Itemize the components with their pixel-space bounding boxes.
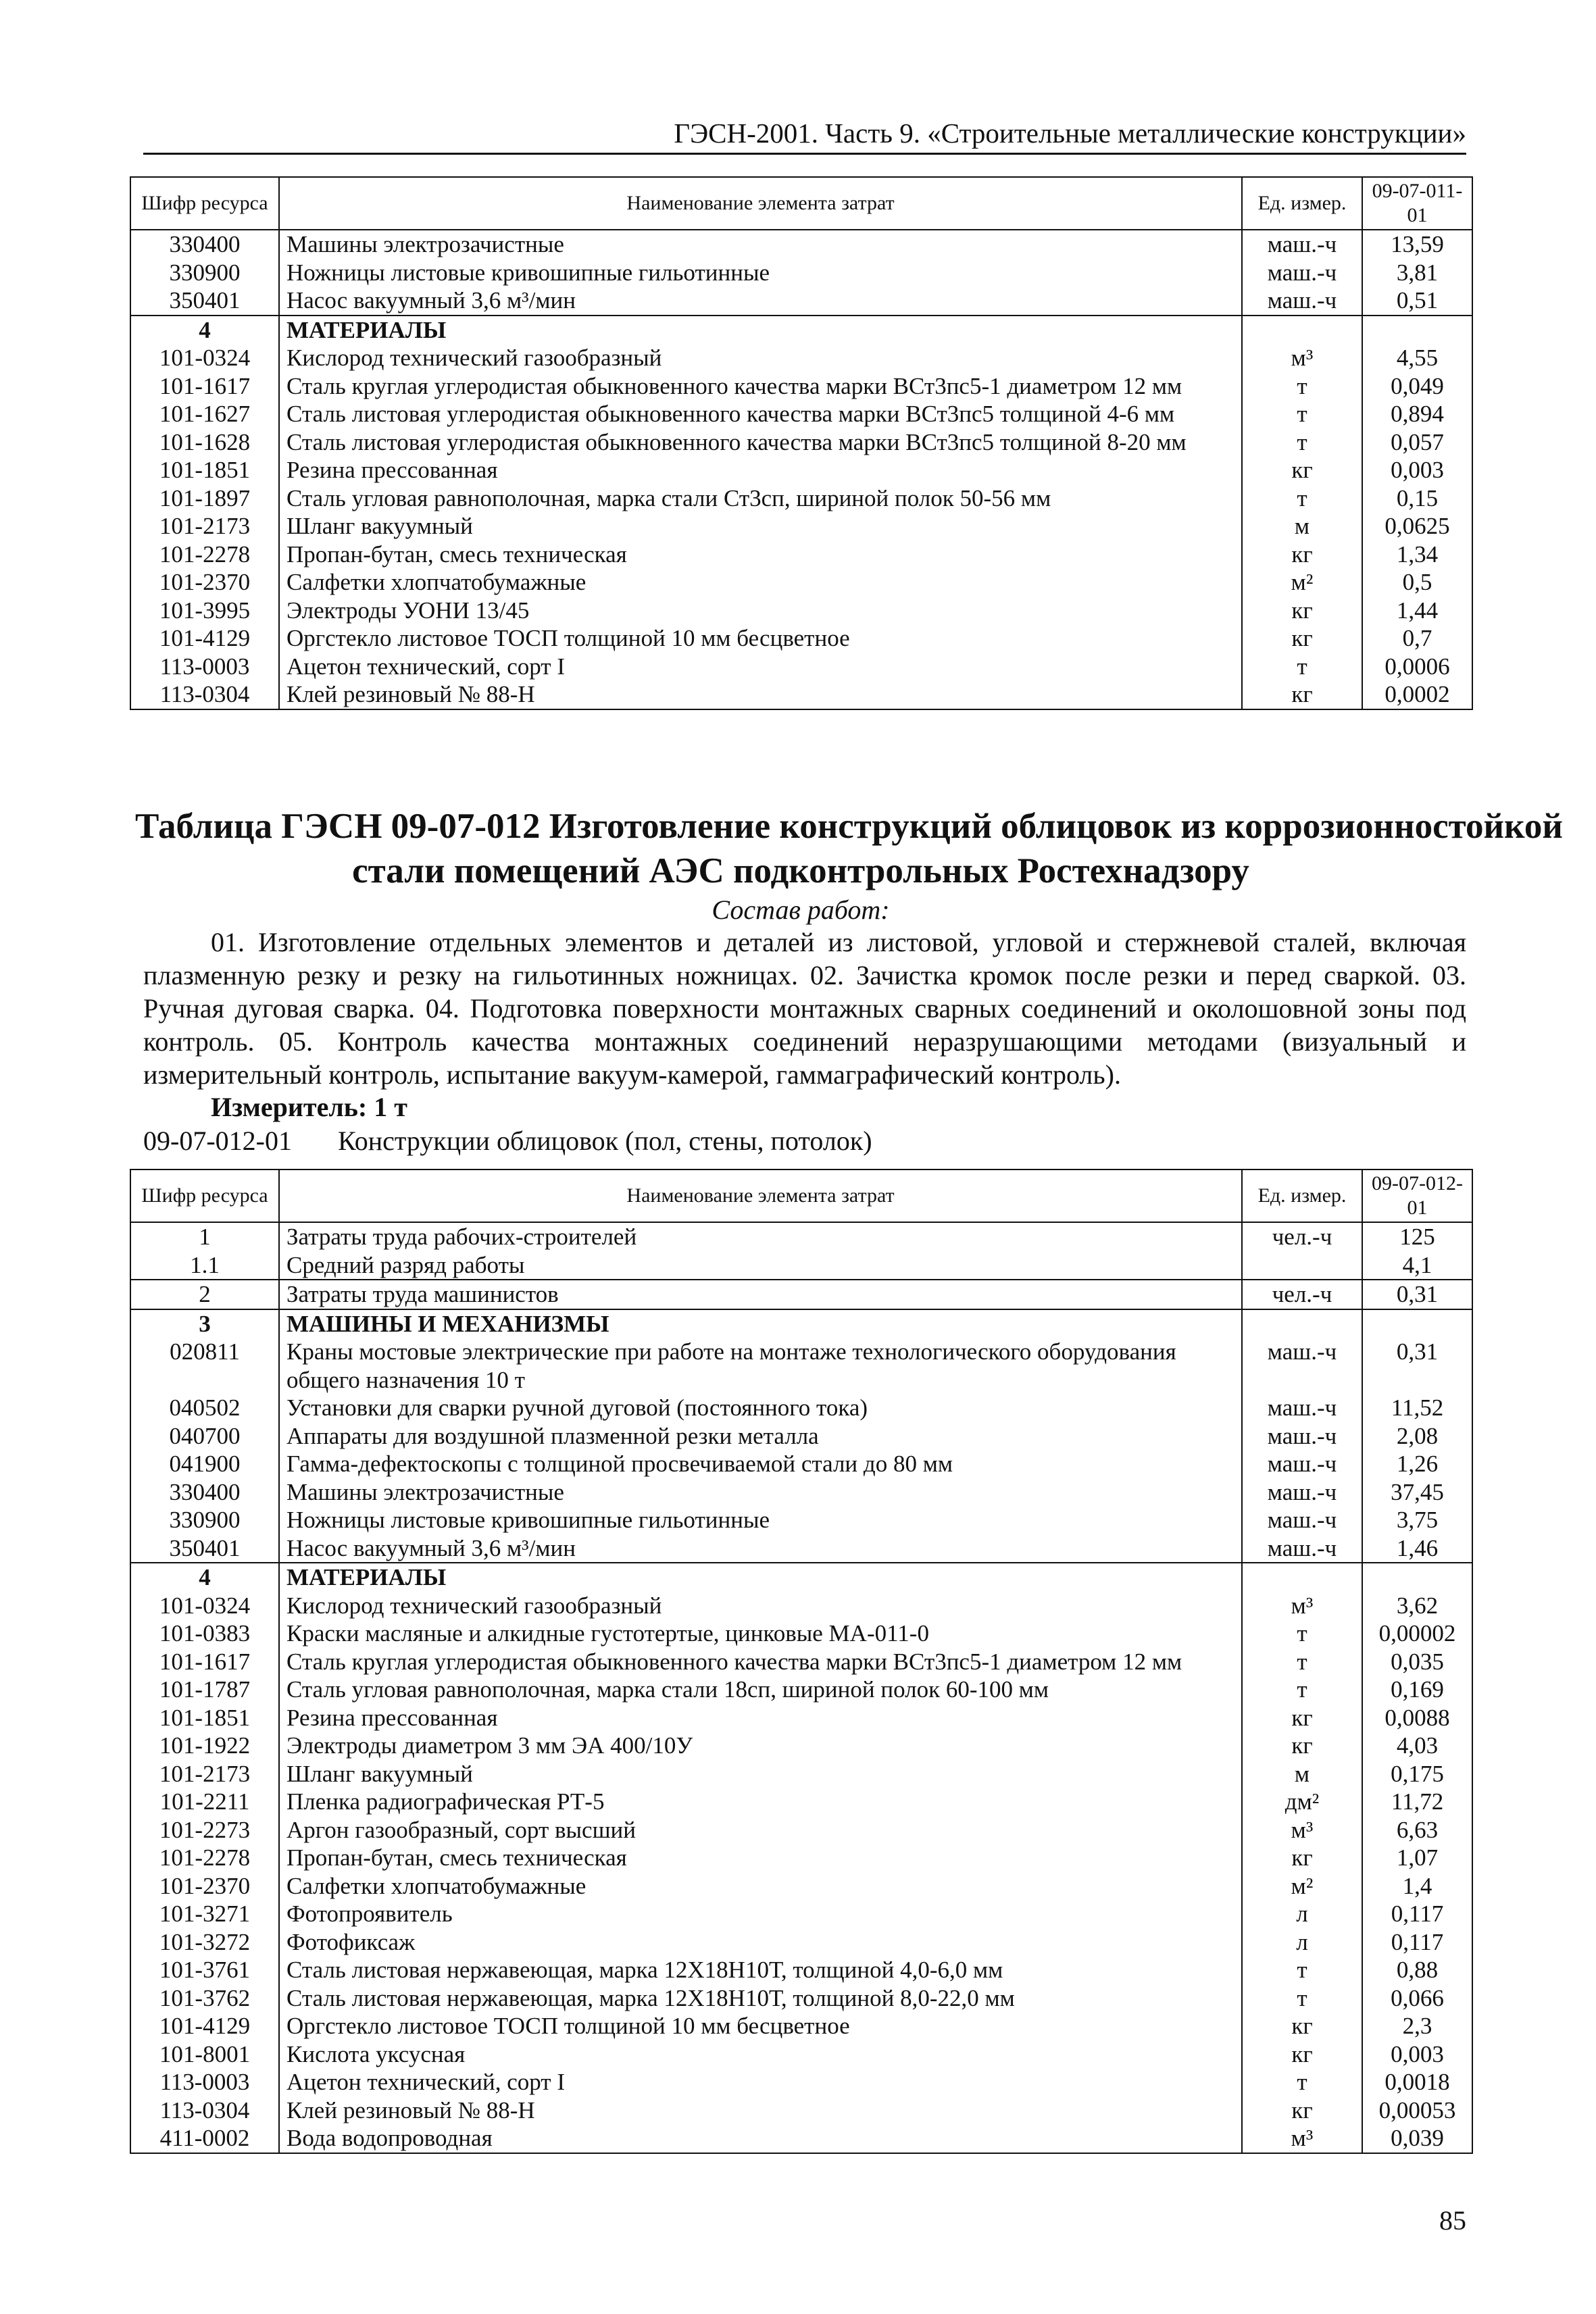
cell-unit: т — [1242, 1648, 1362, 1676]
col-header-name: Наименование элемента затрат — [279, 177, 1242, 230]
cell-code: 101-1627 — [130, 400, 279, 428]
table-row — [130, 2012, 1472, 2040]
norm-line — [143, 1124, 872, 1158]
cell-code: 101-2278 — [130, 540, 279, 569]
section-row — [130, 1563, 1472, 1592]
cell-name: Насос вакуумный 3,6 м³/мин — [279, 1534, 1242, 1563]
cell-code: 101-2278 — [130, 1844, 279, 1872]
cell-name: Клей резиновый № 88-Н — [279, 680, 1242, 709]
section-row — [130, 1309, 1472, 1338]
cell-value: 0,169 — [1362, 1676, 1472, 1704]
cell-name: Оргстекло листовое ТОСП толщиной 10 мм бесцветное — [279, 2012, 1242, 2040]
cell-unit: кг — [1242, 1704, 1362, 1732]
running-header: ГЭСН-2001. Часть 9. «Строительные металлические конструкции» — [674, 118, 1466, 149]
cell-value: 1,34 — [1362, 540, 1472, 569]
cell-value: 0,057 — [1362, 428, 1472, 457]
cell-name: Ножницы листовые кривошипные гильотинные — [279, 1506, 1242, 1534]
cell-unit: т — [1242, 653, 1362, 681]
table-row — [130, 1422, 1472, 1451]
table-row — [130, 1872, 1472, 1901]
cell-value: 1,46 — [1362, 1534, 1472, 1563]
table-row — [130, 1984, 1472, 2013]
cell-code: 101-3271 — [130, 1900, 279, 1928]
cell-name: Пропан-бутан, смесь техническая — [279, 1844, 1242, 1872]
cell-value — [1362, 316, 1472, 345]
table-row — [130, 1592, 1472, 1620]
cell-unit: т — [1242, 372, 1362, 401]
cell-unit: т — [1242, 400, 1362, 428]
cell-code: 1 — [130, 1222, 279, 1251]
cell-name: Сталь угловая равнополочная, марка стали Ст3сп, шириной полок 50-56 мм — [279, 484, 1242, 513]
works-heading: Состав работ: — [712, 895, 890, 925]
cell-value — [1362, 1563, 1472, 1592]
cell-code: 101-1628 — [130, 428, 279, 457]
table-row — [130, 1732, 1472, 1760]
cell-code: 113-0304 — [130, 2096, 279, 2125]
cell-value: 0,15 — [1362, 484, 1472, 513]
cell-unit: т — [1242, 1676, 1362, 1704]
cell-code: 101-0324 — [130, 1592, 279, 1620]
cell-unit: кг — [1242, 456, 1362, 484]
col-header-code: Шифр ресурса — [130, 1169, 279, 1222]
cell-unit: маш.-ч — [1242, 1394, 1362, 1422]
col-header-unit: Ед. измер. — [1242, 177, 1362, 230]
table-row — [130, 1844, 1472, 1872]
cell-name: Кислота уксусная — [279, 2040, 1242, 2069]
cell-unit: дм² — [1242, 1788, 1362, 1816]
cell-value: 0,0625 — [1362, 512, 1472, 540]
cell-code: 101-2370 — [130, 568, 279, 597]
table-row — [130, 1760, 1472, 1788]
cell-unit: м³ — [1242, 1592, 1362, 1620]
cell-name: Пропан-бутан, смесь техническая — [279, 540, 1242, 569]
cell-value — [1362, 1309, 1472, 1338]
cell-value: 0,5 — [1362, 568, 1472, 597]
table-title-line-2: стали помещений АЭС подконтрольных Ростехнадзору — [352, 851, 1249, 890]
table-title — [135, 804, 1563, 893]
cell-unit — [1242, 1563, 1362, 1592]
cell-code: 020811 — [130, 1338, 279, 1394]
cell-unit — [1242, 316, 1362, 345]
cell-value: 0,51 — [1362, 286, 1472, 316]
cell-unit: м² — [1242, 1872, 1362, 1901]
table-title-line-1: Таблица ГЭСН 09-07-012 Изготовление конструкций облицовок из коррозионностойкой — [135, 807, 1563, 846]
cell-value: 0,0006 — [1362, 653, 1472, 681]
cell-code: 113-0003 — [130, 653, 279, 681]
cell-unit: м³ — [1242, 1816, 1362, 1844]
cell-name: Фотофиксаж — [279, 1928, 1242, 1957]
table-row — [130, 1280, 1472, 1309]
table-row — [130, 1928, 1472, 1957]
table-row — [130, 1394, 1472, 1422]
table-row — [130, 1956, 1472, 1984]
cell-code: 101-2211 — [130, 1788, 279, 1816]
cell-unit — [1242, 1309, 1362, 1338]
cell-name: Сталь угловая равнополочная, марка стали 18сп, шириной полок 60-100 мм — [279, 1676, 1242, 1704]
cell-name: Оргстекло листовое ТОСП толщиной 10 мм бесцветное — [279, 624, 1242, 653]
cell-name: Электроды УОНИ 13/45 — [279, 597, 1242, 625]
table-row — [130, 2068, 1472, 2096]
cell-value: 1,44 — [1362, 597, 1472, 625]
norm-code: 09-07-012-01 — [143, 1126, 292, 1156]
cell-value: 11,52 — [1362, 1394, 1472, 1422]
table-row — [130, 540, 1472, 569]
cell-name: Ножницы листовые кривошипные гильотинные — [279, 259, 1242, 287]
cell-value: 3,81 — [1362, 259, 1472, 287]
cell-code: 101-0383 — [130, 1619, 279, 1648]
cell-code: 101-2173 — [130, 512, 279, 540]
cell-code: 101-3761 — [130, 1956, 279, 1984]
cell-name: Шланг вакуумный — [279, 1760, 1242, 1788]
table-row — [130, 286, 1472, 316]
cell-unit: т — [1242, 2068, 1362, 2096]
measure-unit: Измеритель: 1 т — [211, 1092, 407, 1122]
table-row — [130, 597, 1472, 625]
cell-name: Краны мостовые электрические при работе на монтаже технологического оборудования общего назначения 10 т — [279, 1338, 1242, 1394]
cell-name: Сталь круглая углеродистая обыкновенного качества марки ВСт3пс5-1 диаметром 12 мм — [279, 1648, 1242, 1676]
cell-value: 0,0088 — [1362, 1704, 1472, 1732]
cell-unit: чел.-ч — [1242, 1280, 1362, 1309]
cell-code: 101-3995 — [130, 597, 279, 625]
cell-code: 101-3272 — [130, 1928, 279, 1957]
table-row — [130, 1900, 1472, 1928]
cell-name: МАШИНЫ И МЕХАНИЗМЫ — [279, 1309, 1242, 1338]
cell-unit: маш.-ч — [1242, 1338, 1362, 1394]
table-row — [130, 1534, 1472, 1563]
cell-unit: кг — [1242, 1732, 1362, 1760]
col-header-unit: Ед. измер. — [1242, 1169, 1362, 1222]
table-row — [130, 568, 1472, 597]
cell-code: 101-1922 — [130, 1732, 279, 1760]
table-row — [130, 230, 1472, 259]
cell-name: Вода водопроводная — [279, 2124, 1242, 2153]
cell-code: 101-1617 — [130, 372, 279, 401]
cell-value: 0,117 — [1362, 1928, 1472, 1957]
col-header-code: Шифр ресурса — [130, 177, 279, 230]
cell-name: Средний разряд работы — [279, 1251, 1242, 1280]
cell-unit: л — [1242, 1900, 1362, 1928]
cell-value: 0,7 — [1362, 624, 1472, 653]
page-number: 85 — [1439, 2205, 1466, 2236]
norm-title: Конструкции облицовок (пол, стены, потолок) — [338, 1126, 872, 1156]
cell-code: 101-1851 — [130, 1704, 279, 1732]
cell-unit: маш.-ч — [1242, 230, 1362, 259]
table-row — [130, 2040, 1472, 2069]
cell-name: Фотопроявитель — [279, 1900, 1242, 1928]
cell-code: 101-3762 — [130, 1984, 279, 2013]
cell-value: 37,45 — [1362, 1478, 1472, 1507]
cell-value: 0,175 — [1362, 1760, 1472, 1788]
cell-name: Пленка радиографическая РТ-5 — [279, 1788, 1242, 1816]
cell-unit: т — [1242, 1619, 1362, 1648]
cell-unit: м² — [1242, 568, 1362, 597]
cell-name: Затраты труда рабочих-строителей — [279, 1222, 1242, 1251]
cell-unit: чел.-ч — [1242, 1222, 1362, 1251]
cell-name: Насос вакуумный 3,6 м³/мин — [279, 286, 1242, 316]
header-rule — [143, 153, 1466, 155]
cell-value: 0,039 — [1362, 2124, 1472, 2153]
cell-value: 0,066 — [1362, 1984, 1472, 2013]
cell-code: 4 — [130, 316, 279, 345]
cell-value: 4,55 — [1362, 344, 1472, 372]
cell-code: 3 — [130, 1309, 279, 1338]
cell-name: МАТЕРИАЛЫ — [279, 1563, 1242, 1592]
cell-unit: л — [1242, 1928, 1362, 1957]
cell-name: Аппараты для воздушной плазменной резки металла — [279, 1422, 1242, 1451]
cell-unit: м³ — [1242, 344, 1362, 372]
cell-unit: маш.-ч — [1242, 259, 1362, 287]
cell-name: Краски масляные и алкидные густотертые, цинковые МА-011-0 — [279, 1619, 1242, 1648]
table-row — [130, 1506, 1472, 1534]
table-row — [130, 484, 1472, 513]
table-row — [130, 1619, 1472, 1648]
cell-name: Затраты труда машинистов — [279, 1280, 1242, 1309]
cell-value: 4,1 — [1362, 1251, 1472, 1280]
cell-name: Сталь листовая углеродистая обыкновенного качества марки ВСт3пс5 толщиной 8-20 мм — [279, 428, 1242, 457]
resource-table-09-07-011 — [130, 176, 1473, 710]
cell-code: 101-8001 — [130, 2040, 279, 2069]
cell-value: 13,59 — [1362, 230, 1472, 259]
cell-name: Кислород технический газообразный — [279, 1592, 1242, 1620]
cell-value: 0,31 — [1362, 1280, 1472, 1309]
cell-name: Салфетки хлопчатобумажные — [279, 1872, 1242, 1901]
cell-code: 330900 — [130, 1506, 279, 1534]
cell-code: 101-0324 — [130, 344, 279, 372]
cell-code: 101-1787 — [130, 1676, 279, 1704]
cell-name: МАТЕРИАЛЫ — [279, 316, 1242, 345]
table-row — [130, 1704, 1472, 1732]
cell-value: 3,75 — [1362, 1506, 1472, 1534]
cell-code: 101-1617 — [130, 1648, 279, 1676]
cell-name: Резина прессованная — [279, 456, 1242, 484]
cell-value: 0,035 — [1362, 1648, 1472, 1676]
cell-unit: т — [1242, 1956, 1362, 1984]
cell-name: Салфетки хлопчатобумажные — [279, 568, 1242, 597]
cell-code: 350401 — [130, 286, 279, 316]
cell-name: Клей резиновый № 88-Н — [279, 2096, 1242, 2125]
cell-name: Сталь круглая углеродистая обыкновенного качества марки ВСт3пс5-1 диаметром 12 мм — [279, 372, 1242, 401]
table-row — [130, 1222, 1472, 1251]
table-row — [130, 680, 1472, 709]
cell-value: 0,894 — [1362, 400, 1472, 428]
cell-unit: кг — [1242, 680, 1362, 709]
table-row — [130, 1816, 1472, 1844]
table-row — [130, 1338, 1472, 1394]
cell-code: 101-4129 — [130, 2012, 279, 2040]
table-row — [130, 1788, 1472, 1816]
cell-value: 0,31 — [1362, 1338, 1472, 1394]
cell-unit: т — [1242, 1984, 1362, 2013]
cell-unit: т — [1242, 428, 1362, 457]
cell-value: 0,049 — [1362, 372, 1472, 401]
cell-code: 2 — [130, 1280, 279, 1309]
cell-unit: маш.-ч — [1242, 1478, 1362, 1507]
cell-value: 1,26 — [1362, 1450, 1472, 1478]
cell-unit: маш.-ч — [1242, 1534, 1362, 1563]
cell-value: 11,72 — [1362, 1788, 1472, 1816]
cell-unit: кг — [1242, 2040, 1362, 2069]
cell-value: 125 — [1362, 1222, 1472, 1251]
cell-code: 101-2173 — [130, 1760, 279, 1788]
cell-value: 0,0002 — [1362, 680, 1472, 709]
cell-value: 3,62 — [1362, 1592, 1472, 1620]
cell-code: 330400 — [130, 230, 279, 259]
cell-unit — [1242, 1251, 1362, 1280]
works-description: 01. Изготовление отдельных элементов и деталей из листовой, угловой и стержневой сталей, включая плазменную резку и резку на гильотинных ножницах. 02. Зачистка кромок после резки и перед сваркой. 03. Ручная дуговая сварка. 04. Подготовка поверхности монтажных сварных соединений и околошовной зоны под контроль. 05. Контроль качества монтажных соединений неразрушающими методами (визуальный и измерительный контроль, испытание вакуум-камерой, гаммаграфический контроль). — [143, 927, 1466, 1090]
cell-unit: м — [1242, 1760, 1362, 1788]
cell-name: Аргон газообразный, сорт высший — [279, 1816, 1242, 1844]
table-row — [130, 344, 1472, 372]
table-row — [130, 1450, 1472, 1478]
cell-unit: кг — [1242, 624, 1362, 653]
cell-unit: кг — [1242, 2012, 1362, 2040]
cell-code: 041900 — [130, 1450, 279, 1478]
table-row — [130, 653, 1472, 681]
cell-value: 0,003 — [1362, 2040, 1472, 2069]
cell-unit: маш.-ч — [1242, 1450, 1362, 1478]
cell-unit: кг — [1242, 540, 1362, 569]
cell-name: Сталь листовая нержавеющая, марка 12Х18Н10Т, толщиной 8,0-22,0 мм — [279, 1984, 1242, 2013]
cell-value: 0,0018 — [1362, 2068, 1472, 2096]
cell-unit: кг — [1242, 597, 1362, 625]
cell-value: 2,08 — [1362, 1422, 1472, 1451]
table-row — [130, 1478, 1472, 1507]
cell-value: 0,00002 — [1362, 1619, 1472, 1648]
cell-name: Шланг вакуумный — [279, 512, 1242, 540]
cell-value: 0,00053 — [1362, 2096, 1472, 2125]
cell-code: 350401 — [130, 1534, 279, 1563]
cell-code: 101-2370 — [130, 1872, 279, 1901]
col-header-norm: 09-07-012-01 — [1362, 1169, 1472, 1222]
cell-name: Сталь листовая углеродистая обыкновенного качества марки ВСт3пс5 толщиной 4-6 мм — [279, 400, 1242, 428]
cell-code: 101-1851 — [130, 456, 279, 484]
cell-value: 0,88 — [1362, 1956, 1472, 1984]
cell-unit: м — [1242, 512, 1362, 540]
cell-value: 0,117 — [1362, 1900, 1472, 1928]
cell-unit: кг — [1242, 2096, 1362, 2125]
cell-name: Ацетон технический, сорт I — [279, 2068, 1242, 2096]
cell-name: Сталь листовая нержавеющая, марка 12Х18Н10Т, толщиной 4,0-6,0 мм — [279, 1956, 1242, 1984]
cell-value: 1,4 — [1362, 1872, 1472, 1901]
table-row — [130, 1648, 1472, 1676]
table-row — [130, 2096, 1472, 2125]
table-row — [130, 428, 1472, 457]
cell-value: 0,003 — [1362, 456, 1472, 484]
cell-unit: кг — [1242, 1844, 1362, 1872]
cell-code: 101-2273 — [130, 1816, 279, 1844]
cell-code: 040700 — [130, 1422, 279, 1451]
cell-code: 113-0003 — [130, 2068, 279, 2096]
cell-name: Машины электрозачистные — [279, 230, 1242, 259]
table-row — [130, 456, 1472, 484]
cell-code: 411-0002 — [130, 2124, 279, 2153]
cell-unit: маш.-ч — [1242, 286, 1362, 316]
cell-unit: маш.-ч — [1242, 1422, 1362, 1451]
table-row — [130, 259, 1472, 287]
table-row — [130, 512, 1472, 540]
cell-code: 1.1 — [130, 1251, 279, 1280]
cell-code: 101-4129 — [130, 624, 279, 653]
table-row — [130, 624, 1472, 653]
resource-table-09-07-012 — [130, 1169, 1473, 2154]
table-row — [130, 1251, 1472, 1280]
cell-value: 6,63 — [1362, 1816, 1472, 1844]
table-row — [130, 372, 1472, 401]
cell-code: 330400 — [130, 1478, 279, 1507]
cell-code: 101-1897 — [130, 484, 279, 513]
cell-name: Ацетон технический, сорт I — [279, 653, 1242, 681]
cell-name: Установки для сварки ручной дуговой (постоянного тока) — [279, 1394, 1242, 1422]
col-header-norm: 09-07-011-01 — [1362, 177, 1472, 230]
cell-name: Резина прессованная — [279, 1704, 1242, 1732]
table-row — [130, 1676, 1472, 1704]
cell-unit: маш.-ч — [1242, 1506, 1362, 1534]
cell-code: 4 — [130, 1563, 279, 1592]
cell-code: 040502 — [130, 1394, 279, 1422]
cell-value: 4,03 — [1362, 1732, 1472, 1760]
cell-name: Машины электрозачистные — [279, 1478, 1242, 1507]
cell-name: Гамма-дефектоскопы с толщиной просвечиваемой стали до 80 мм — [279, 1450, 1242, 1478]
table-row — [130, 2124, 1472, 2153]
section-row — [130, 316, 1472, 345]
cell-unit: т — [1242, 484, 1362, 513]
table-row — [130, 400, 1472, 428]
cell-code: 330900 — [130, 259, 279, 287]
cell-value: 1,07 — [1362, 1844, 1472, 1872]
cell-value: 2,3 — [1362, 2012, 1472, 2040]
cell-name: Электроды диаметром 3 мм ЭА 400/10У — [279, 1732, 1242, 1760]
col-header-name: Наименование элемента затрат — [279, 1169, 1242, 1222]
cell-code: 113-0304 — [130, 680, 279, 709]
cell-unit: м³ — [1242, 2124, 1362, 2153]
cell-name: Кислород технический газообразный — [279, 344, 1242, 372]
